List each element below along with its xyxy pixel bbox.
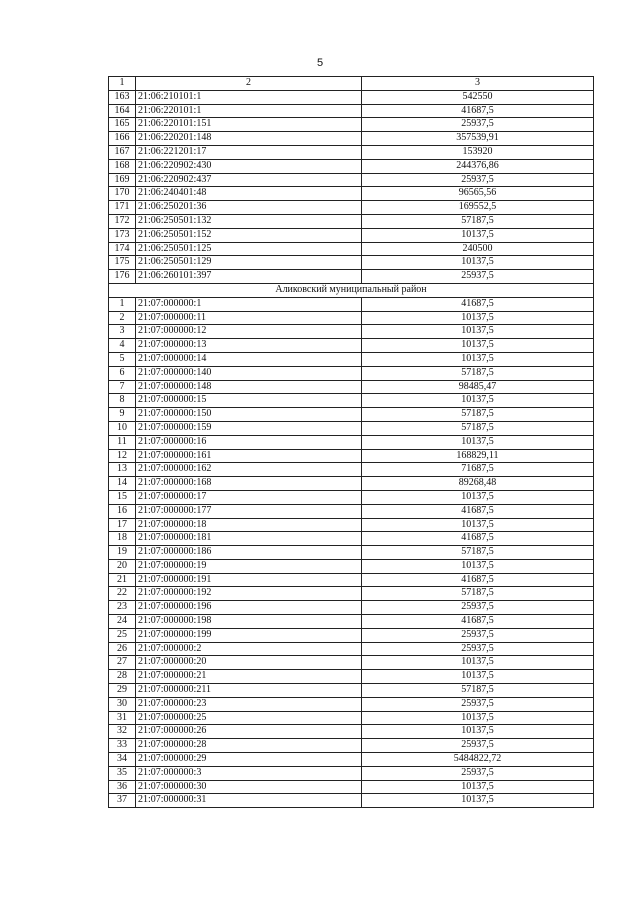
table-row <box>109 408 594 422</box>
cadastral-number: 21:07:000000:25 <box>136 711 362 725</box>
cadastral-value: 10137,5 <box>362 352 594 366</box>
cadastral-value: 10137,5 <box>362 228 594 242</box>
cadastral-value: 10137,5 <box>362 490 594 504</box>
cadastral-value: 10137,5 <box>362 339 594 353</box>
cadastral-number: 21:07:000000:20 <box>136 656 362 670</box>
cadastral-value: 41687,5 <box>362 504 594 518</box>
cadastral-number: 21:07:000000:140 <box>136 366 362 380</box>
row-number: 164 <box>109 104 136 118</box>
cadastral-value: 71687,5 <box>362 463 594 477</box>
table-row <box>109 352 594 366</box>
cadastral-number: 21:06:220902:437 <box>136 173 362 187</box>
cadastral-value: 41687,5 <box>362 532 594 546</box>
cadastral-number: 21:06:250501:132 <box>136 214 362 228</box>
table-row <box>109 642 594 656</box>
table-row <box>109 228 594 242</box>
table-row <box>109 628 594 642</box>
cadastral-number: 21:06:221201:17 <box>136 145 362 159</box>
cadastral-value: 57187,5 <box>362 408 594 422</box>
row-number: 16 <box>109 504 136 518</box>
cadastral-value: 25937,5 <box>362 270 594 284</box>
column-header-1: 1 <box>109 77 136 91</box>
table-row <box>109 670 594 684</box>
cadastral-number: 21:06:210101:1 <box>136 90 362 104</box>
table-row <box>109 725 594 739</box>
row-number: 7 <box>109 380 136 394</box>
table-row <box>109 766 594 780</box>
row-number: 175 <box>109 256 136 270</box>
row-number: 173 <box>109 228 136 242</box>
cadastral-value: 41687,5 <box>362 615 594 629</box>
cadastral-number: 21:07:000000:30 <box>136 780 362 794</box>
cadastral-value: 542550 <box>362 90 594 104</box>
table-row <box>109 463 594 477</box>
cadastral-number: 21:07:000000:191 <box>136 573 362 587</box>
cadastral-value: 57187,5 <box>362 214 594 228</box>
cadastral-value: 25937,5 <box>362 628 594 642</box>
row-number: 21 <box>109 573 136 587</box>
row-number: 10 <box>109 421 136 435</box>
table-row <box>109 601 594 615</box>
row-number: 14 <box>109 477 136 491</box>
table-row <box>109 90 594 104</box>
cadastral-number: 21:06:220201:148 <box>136 132 362 146</box>
row-number: 30 <box>109 697 136 711</box>
row-number: 23 <box>109 601 136 615</box>
cadastral-value: 10137,5 <box>362 670 594 684</box>
cadastral-number: 21:07:000000:12 <box>136 325 362 339</box>
cadastral-value: 10137,5 <box>362 725 594 739</box>
row-number: 168 <box>109 159 136 173</box>
cadastral-number: 21:07:000000:18 <box>136 518 362 532</box>
cadastral-number: 21:07:000000:148 <box>136 380 362 394</box>
cadastral-value: 96565,56 <box>362 187 594 201</box>
cadastral-number: 21:07:000000:198 <box>136 615 362 629</box>
cadastral-value: 10137,5 <box>362 311 594 325</box>
row-number: 1 <box>109 297 136 311</box>
table-row <box>109 256 594 270</box>
cadastral-value: 98485,47 <box>362 380 594 394</box>
cadastral-number: 21:06:240401:48 <box>136 187 362 201</box>
row-number: 172 <box>109 214 136 228</box>
cadastral-value: 25937,5 <box>362 766 594 780</box>
cadastral-number: 21:06:250501:129 <box>136 256 362 270</box>
cadastral-number: 21:06:220902:430 <box>136 159 362 173</box>
cadastral-value: 89268,48 <box>362 477 594 491</box>
table-row <box>109 739 594 753</box>
cadastral-value: 25937,5 <box>362 118 594 132</box>
cadastral-value: 10137,5 <box>362 394 594 408</box>
table-row <box>109 145 594 159</box>
row-number: 174 <box>109 242 136 256</box>
table-header-row <box>109 77 594 91</box>
row-number: 25 <box>109 628 136 642</box>
cadastral-value: 240500 <box>362 242 594 256</box>
row-number: 34 <box>109 753 136 767</box>
cadastral-value: 41687,5 <box>362 297 594 311</box>
cadastral-value: 41687,5 <box>362 104 594 118</box>
table-row <box>109 753 594 767</box>
cadastral-number: 21:07:000000:26 <box>136 725 362 739</box>
cadastral-value: 57187,5 <box>362 587 594 601</box>
table-row <box>109 449 594 463</box>
table-row <box>109 159 594 173</box>
cadastral-value: 10137,5 <box>362 435 594 449</box>
cadastral-number: 21:07:000000:11 <box>136 311 362 325</box>
row-number: 3 <box>109 325 136 339</box>
row-number: 31 <box>109 711 136 725</box>
cadastral-number: 21:07:000000:14 <box>136 352 362 366</box>
table-row <box>109 780 594 794</box>
cadastral-value: 57187,5 <box>362 684 594 698</box>
cadastral-number: 21:06:250201:36 <box>136 201 362 215</box>
page-number: 5 <box>316 57 324 69</box>
cadastral-number: 21:07:000000:162 <box>136 463 362 477</box>
cadastral-number: 21:06:220101:1 <box>136 104 362 118</box>
cadastral-number: 21:07:000000:186 <box>136 546 362 560</box>
table-body <box>109 77 594 808</box>
cadastral-value: 244376,86 <box>362 159 594 173</box>
table-row <box>109 187 594 201</box>
cadastral-number: 21:07:000000:28 <box>136 739 362 753</box>
table-row <box>109 684 594 698</box>
row-number: 26 <box>109 642 136 656</box>
cadastral-number: 21:07:000000:159 <box>136 421 362 435</box>
row-number: 35 <box>109 766 136 780</box>
cadastral-value: 10137,5 <box>362 711 594 725</box>
cadastral-value: 10137,5 <box>362 256 594 270</box>
column-header-2: 2 <box>136 77 362 91</box>
cadastral-value: 10137,5 <box>362 656 594 670</box>
table-row <box>109 104 594 118</box>
cadastral-number: 21:07:000000:15 <box>136 394 362 408</box>
row-number: 15 <box>109 490 136 504</box>
cadastral-number: 21:07:000000:1 <box>136 297 362 311</box>
cadastral-value: 10137,5 <box>362 518 594 532</box>
cadastral-number: 21:07:000000:181 <box>136 532 362 546</box>
table-row <box>109 656 594 670</box>
cadastral-value: 57187,5 <box>362 546 594 560</box>
table-row <box>109 504 594 518</box>
table-row <box>109 311 594 325</box>
row-number: 20 <box>109 559 136 573</box>
row-number: 8 <box>109 394 136 408</box>
cadastral-number: 21:07:000000:23 <box>136 697 362 711</box>
cadastral-number: 21:07:000000:19 <box>136 559 362 573</box>
cadastral-number: 21:07:000000:150 <box>136 408 362 422</box>
cadastral-number: 21:07:000000:21 <box>136 670 362 684</box>
table-row <box>109 173 594 187</box>
cadastral-value: 25937,5 <box>362 697 594 711</box>
row-number: 165 <box>109 118 136 132</box>
row-number: 36 <box>109 780 136 794</box>
table-row <box>109 380 594 394</box>
row-number: 28 <box>109 670 136 684</box>
table-row <box>109 794 594 808</box>
row-number: 6 <box>109 366 136 380</box>
table-row <box>109 532 594 546</box>
row-number: 166 <box>109 132 136 146</box>
cadastral-value-table <box>108 76 594 808</box>
cadastral-number: 21:07:000000:29 <box>136 753 362 767</box>
cadastral-value: 10137,5 <box>362 794 594 808</box>
cadastral-number: 21:07:000000:3 <box>136 766 362 780</box>
cadastral-value: 25937,5 <box>362 601 594 615</box>
cadastral-value: 10137,5 <box>362 559 594 573</box>
row-number: 176 <box>109 270 136 284</box>
table-row <box>109 573 594 587</box>
row-number: 33 <box>109 739 136 753</box>
cadastral-value: 153920 <box>362 145 594 159</box>
table-row <box>109 132 594 146</box>
cadastral-value: 57187,5 <box>362 366 594 380</box>
cadastral-number: 21:07:000000:161 <box>136 449 362 463</box>
row-number: 163 <box>109 90 136 104</box>
row-number: 9 <box>109 408 136 422</box>
row-number: 17 <box>109 518 136 532</box>
cadastral-number: 21:07:000000:168 <box>136 477 362 491</box>
cadastral-number: 21:07:000000:196 <box>136 601 362 615</box>
row-number: 170 <box>109 187 136 201</box>
cadastral-value: 41687,5 <box>362 573 594 587</box>
table-row <box>109 587 594 601</box>
cadastral-number: 21:07:000000:17 <box>136 490 362 504</box>
table-row <box>109 490 594 504</box>
row-number: 37 <box>109 794 136 808</box>
section-title: Аликовский муниципальный район <box>109 283 594 297</box>
cadastral-number: 21:07:000000:192 <box>136 587 362 601</box>
cadastral-value: 10137,5 <box>362 780 594 794</box>
table-row <box>109 546 594 560</box>
table-row <box>109 559 594 573</box>
row-number: 167 <box>109 145 136 159</box>
row-number: 19 <box>109 546 136 560</box>
cadastral-number: 21:07:000000:2 <box>136 642 362 656</box>
row-number: 18 <box>109 532 136 546</box>
row-number: 32 <box>109 725 136 739</box>
cadastral-number: 21:06:260101:397 <box>136 270 362 284</box>
row-number: 11 <box>109 435 136 449</box>
row-number: 13 <box>109 463 136 477</box>
cadastral-value: 25937,5 <box>362 642 594 656</box>
cadastral-number: 21:06:250501:152 <box>136 228 362 242</box>
table-row <box>109 421 594 435</box>
row-number: 4 <box>109 339 136 353</box>
cadastral-value: 169552,5 <box>362 201 594 215</box>
table-row <box>109 366 594 380</box>
cadastral-value: 10137,5 <box>362 325 594 339</box>
table-row <box>109 711 594 725</box>
cadastral-number: 21:07:000000:211 <box>136 684 362 698</box>
row-number: 5 <box>109 352 136 366</box>
table-row <box>109 518 594 532</box>
table-row <box>109 297 594 311</box>
cadastral-number: 21:06:250501:125 <box>136 242 362 256</box>
column-header-3: 3 <box>362 77 594 91</box>
cadastral-value: 25937,5 <box>362 173 594 187</box>
table-row <box>109 325 594 339</box>
row-number: 171 <box>109 201 136 215</box>
cadastral-value: 357539,91 <box>362 132 594 146</box>
cadastral-value: 5484822,72 <box>362 753 594 767</box>
cadastral-number: 21:07:000000:16 <box>136 435 362 449</box>
table-row <box>109 435 594 449</box>
table-row <box>109 697 594 711</box>
cadastral-value: 57187,5 <box>362 421 594 435</box>
cadastral-number: 21:07:000000:177 <box>136 504 362 518</box>
row-number: 24 <box>109 615 136 629</box>
table-row <box>109 477 594 491</box>
table-row <box>109 270 594 284</box>
cadastral-number: 21:07:000000:199 <box>136 628 362 642</box>
table-row <box>109 242 594 256</box>
cadastral-number: 21:07:000000:13 <box>136 339 362 353</box>
cadastral-number: 21:07:000000:31 <box>136 794 362 808</box>
row-number: 169 <box>109 173 136 187</box>
table-row <box>109 118 594 132</box>
row-number: 2 <box>109 311 136 325</box>
row-number: 22 <box>109 587 136 601</box>
row-number: 12 <box>109 449 136 463</box>
table-row <box>109 201 594 215</box>
table-row <box>109 214 594 228</box>
cadastral-number: 21:06:220101:151 <box>136 118 362 132</box>
table-row <box>109 615 594 629</box>
row-number: 27 <box>109 656 136 670</box>
cadastral-value: 25937,5 <box>362 739 594 753</box>
section-row <box>109 283 594 297</box>
table-row <box>109 394 594 408</box>
cadastral-value: 168829,11 <box>362 449 594 463</box>
row-number: 29 <box>109 684 136 698</box>
table-row <box>109 339 594 353</box>
